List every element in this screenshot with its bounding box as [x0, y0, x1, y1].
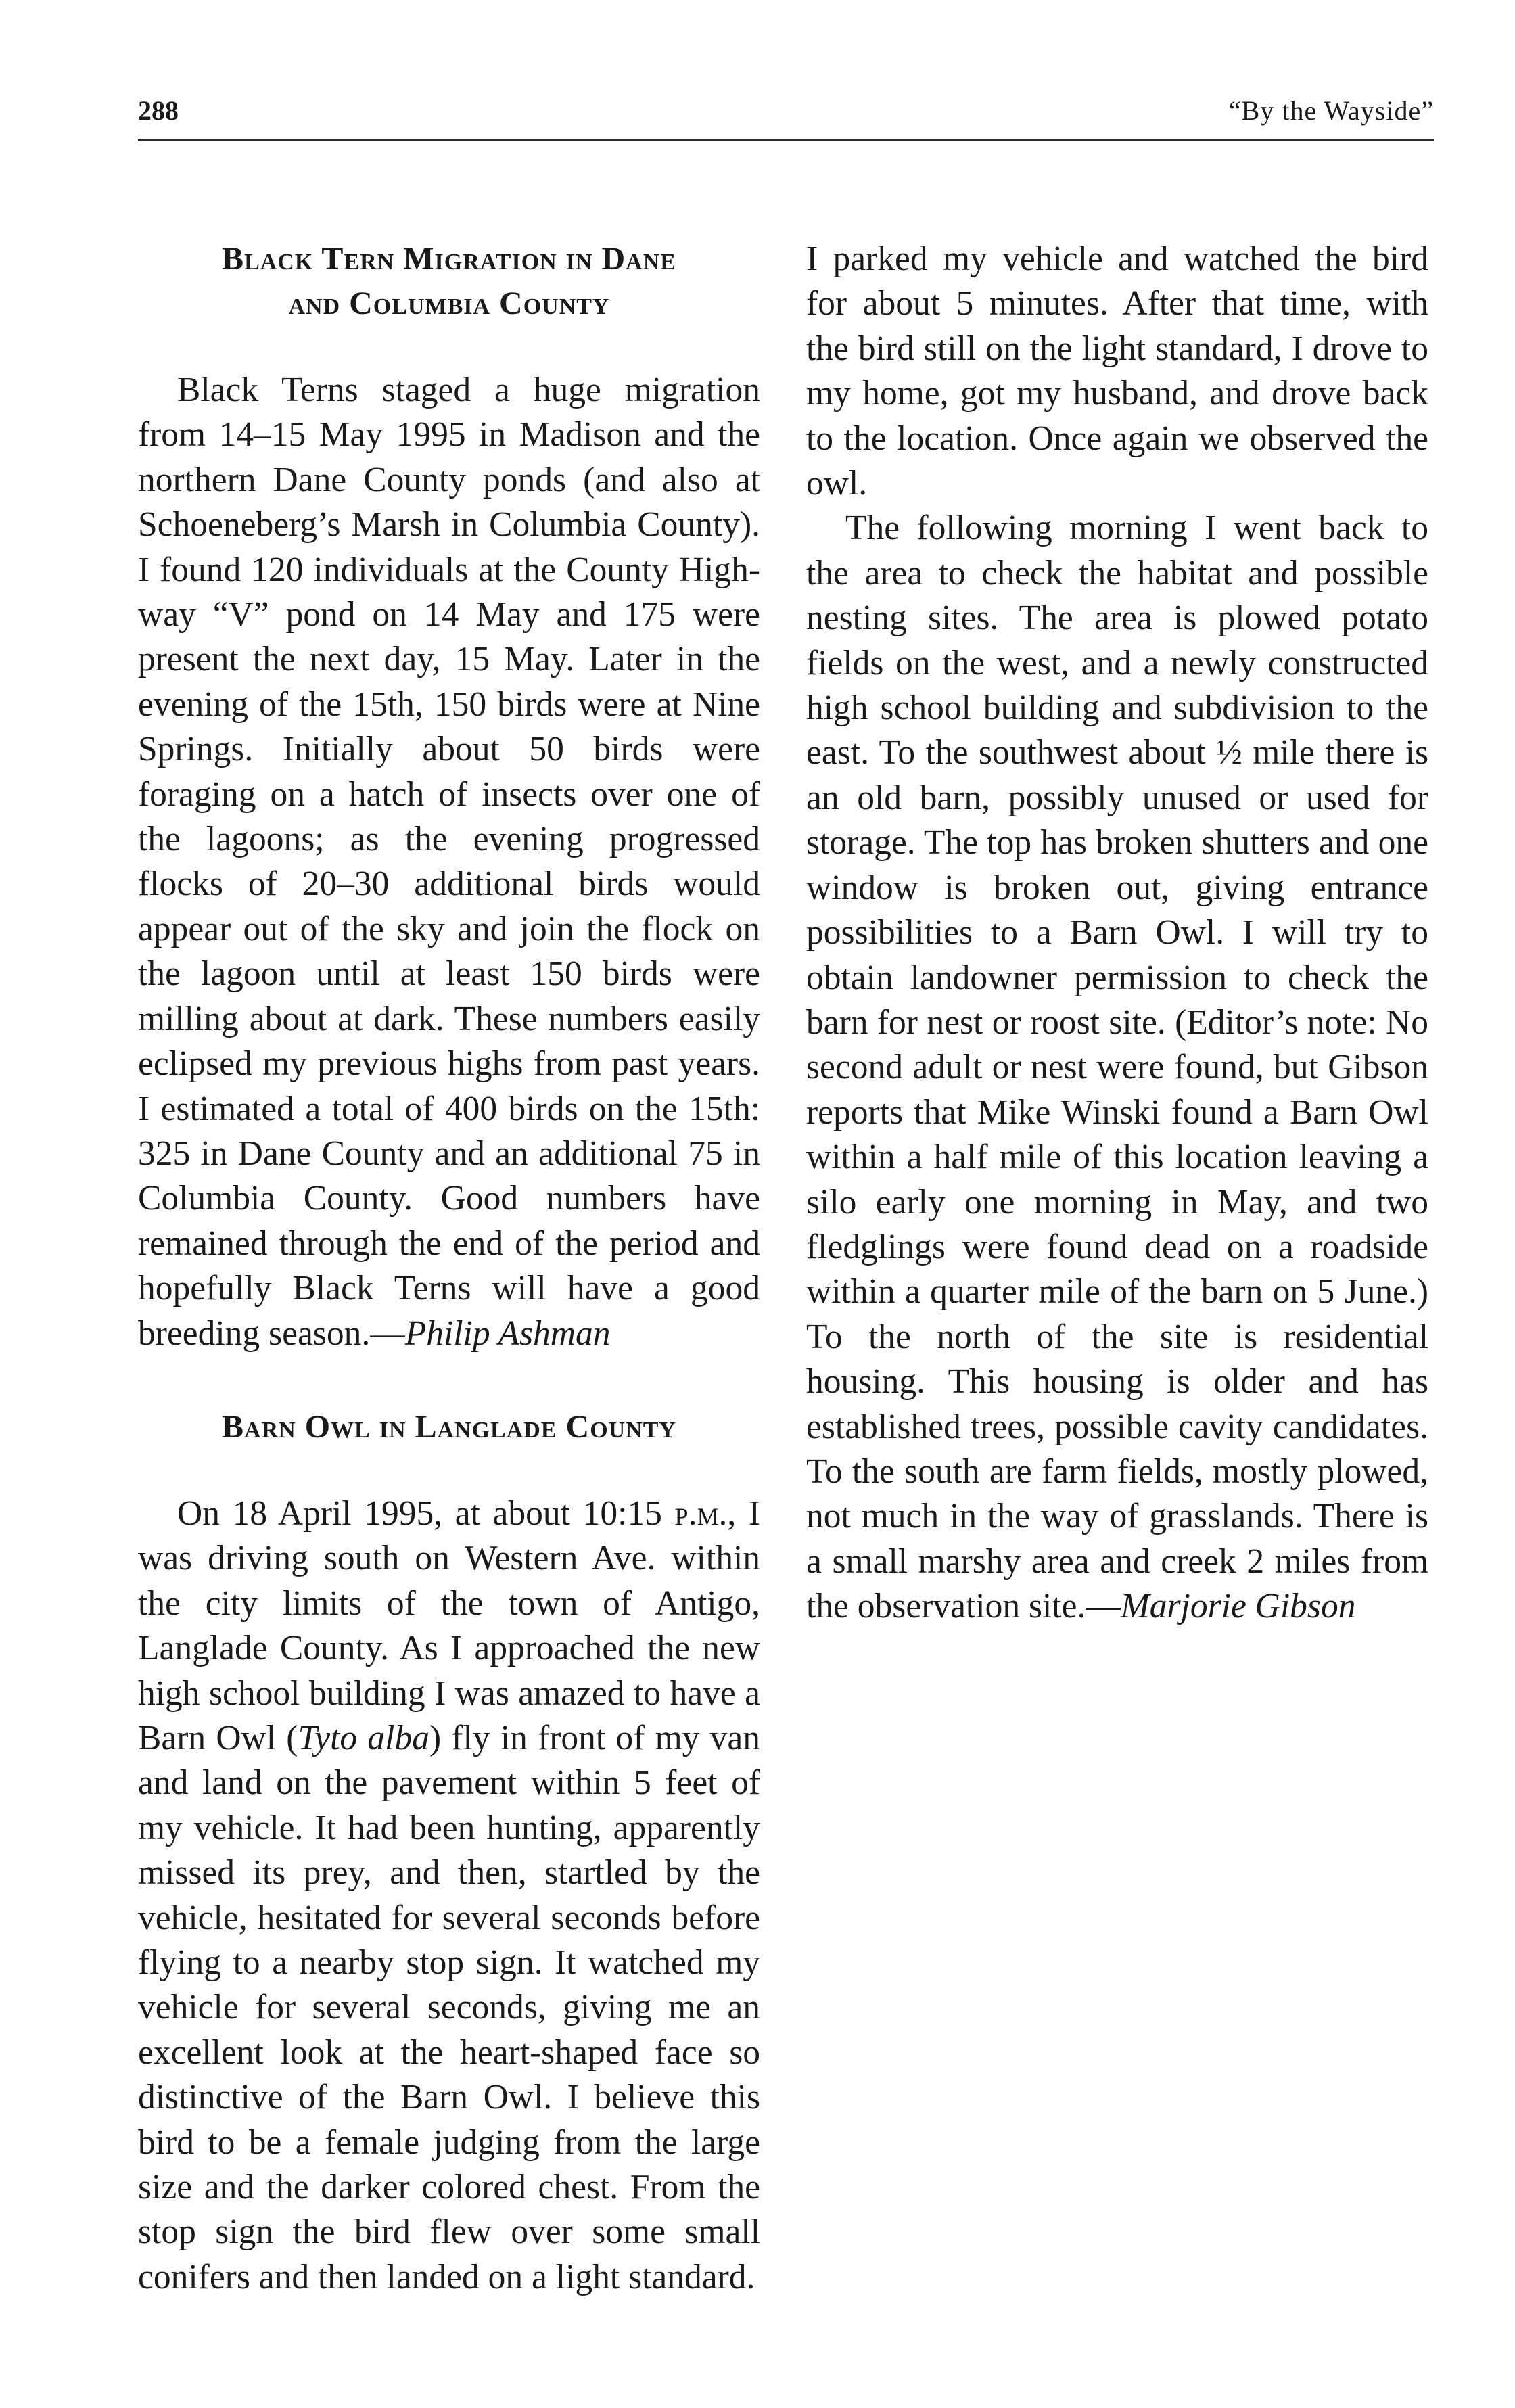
- running-head: “By the Wayside”: [1228, 95, 1434, 126]
- left-column: [138, 237, 760, 2300]
- author-byline: Philip Ashman: [404, 1314, 611, 1353]
- article-body-text: The following morning I went back to the area to check the habitat and possible nesting sites. The area is plowed potato fields on the west, and a newly constructed high school building and subdivision to the east. To the southwest about ½ mile there is an old barn, possibly unused or used for storage. The top has broken shutters and one window is broken out, giving entrance possibilities to a Barn Owl. I will try to obtain landowner permission to check the barn for nest or roost site. (Editor’s note: No second adult or nest were found, but Gibson reports that Mike Winski found a Barn Owl within a half mile of this location leaving a silo early one morning in May, and two fledglings were found dead on a roadside within a quarter mile of the barn on 5 June.) To the north of the site is residential housing. This housing is older and has established trees, possible cavity candidates. To the south are farm fields, mostly plowed, not much in the way of grasslands. There is a small marshy area and creek 2 miles from the observation site.—: [806, 509, 1428, 1626]
- article-body-barn-owl: [138, 1491, 760, 2300]
- article-title-line-1: Black Tern Migration in Dane: [222, 241, 676, 277]
- article-body-black-tern: [138, 368, 760, 1356]
- article-body-continued: I parked my vehicle and watched the bird for about 5 minutes. After that time, with the bird still on the light standard, I drove to my home, got my husband, and drove back to the location. Once again we observed the owl.: [806, 239, 1428, 503]
- article-body-text: , I was driving south on Western Ave. within the city limits of the town of Antigo, Langlade County. As I approached the new high school building I was amazed to have a Barn Owl (: [138, 1494, 760, 1757]
- time-suffix: p.m.: [674, 1494, 728, 1533]
- article-title-barn-owl: Barn Owl in Langlade County: [222, 1408, 676, 1445]
- page-number: 288: [138, 95, 179, 126]
- species-latin-name: Tyto alba: [298, 1718, 429, 1757]
- author-byline: Marjorie Gibson: [1120, 1587, 1356, 1626]
- article-body-paragraph-2: [806, 506, 1428, 1629]
- article-body-text: On 18 April 1995, at about 10:15: [177, 1494, 675, 1533]
- page-header: [138, 92, 1434, 141]
- article-body-text: Black Terns staged a huge migration from 14–15 May 1995 in Madison and the northern Dane County ponds (and also at Schoeneberg’s Marsh in Columbia County). I found 120 individuals at the County Highway “V” pond on 14 May and 175 were present the next day, 15 May. Later in the evening of the 15th, 150 birds were at Nine Springs. Initially about 50 birds were foraging on a hatch of insects over one of the lagoons; as the evening progressed flocks of 20–30 additional birds would appear out of the sky and join the flock on the lagoon until at least 150 birds were milling about at dark. These numbers easily eclipsed my previous highs from past years. I estimated a total of 400 birds on the 15th: 325 in Dane County and an additional 75 in Columbia County. Good numbers have remained through the end of the period and hopefully Black Terns will have a good breeding season.—: [138, 371, 760, 1353]
- article-body-text: ) fly in front of my van and land on the pavement within 5 feet of my vehicle. It had been hunting, apparently missed its prey, and then, startled by the vehicle, hesitated for several seconds before flying to a nearby stop sign. It watched my vehicle for several seconds, giving me an excellent look at the heart-shaped face so distinctive of the Barn Owl. I believe this bird to be a female judging from the large size and the darker colored chest. From the stop sign the bird flew over some small conifers and then landed on a light standard.: [138, 1718, 761, 2296]
- article-title-black-tern: [138, 237, 760, 326]
- article-title-line-2: and Columbia County: [288, 285, 610, 321]
- right-column: [806, 237, 1428, 1629]
